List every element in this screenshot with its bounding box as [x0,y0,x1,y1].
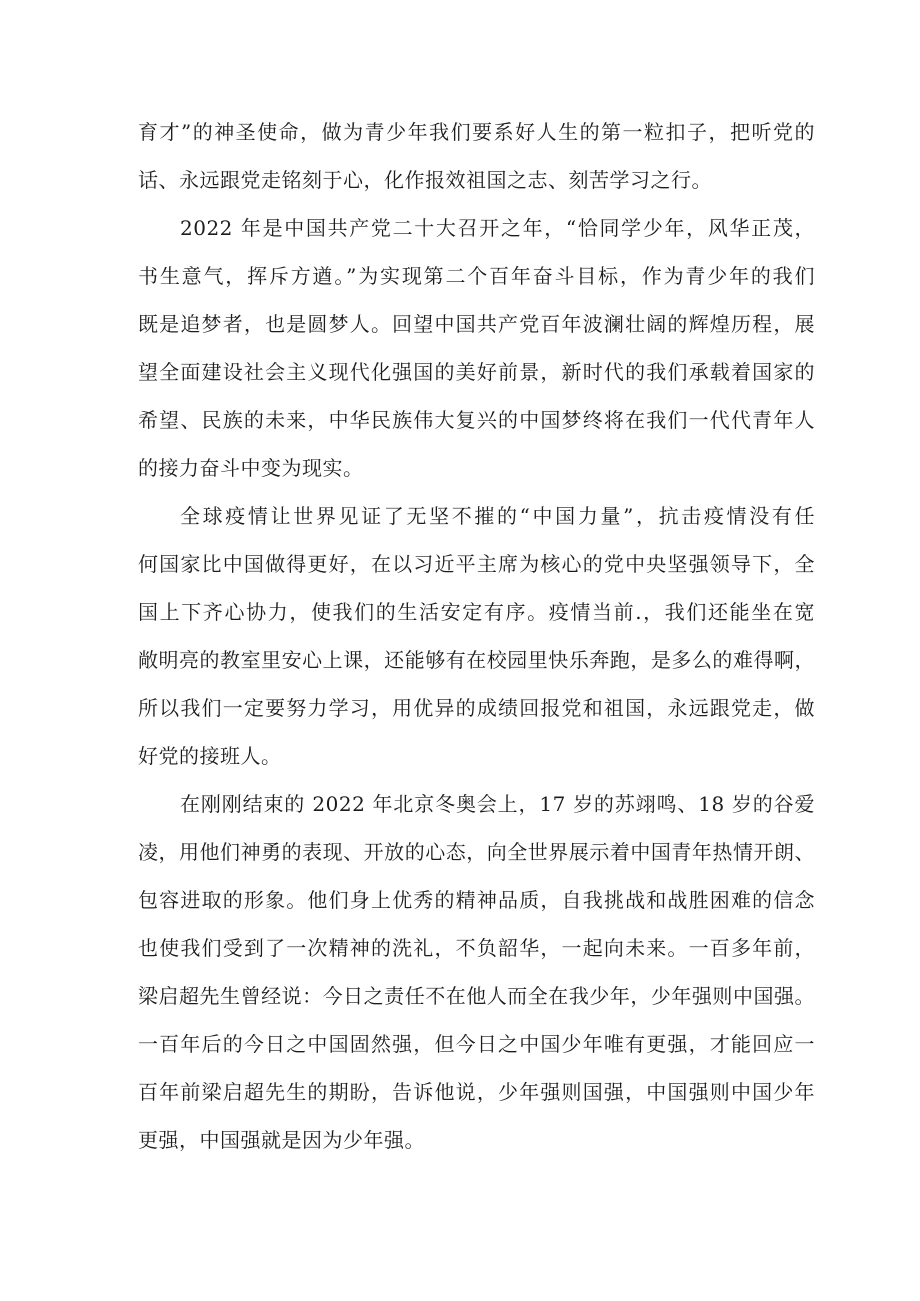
text-line: 既是追梦者，也是圆梦人。回望中国共产党百年波澜壮阔的辉煌历程，展 [138,312,815,336]
text-line: 2022 年是中国共产党二十大召开之年，“恰同学少年，风华正茂， [180,216,815,240]
text-line: 何国家比中国做得更好，在以习近平主席为核心的党中央坚强领导下，全 [138,552,815,576]
text-line: 全球疫情让世界见证了无坚不摧的“中国力量”，抗击疫情没有任 [180,504,815,528]
text-line: 也使我们受到了一次精神的洗礼，不负韶华，一起向未来。一百多年前， [138,936,815,960]
text-line: 包容进取的形象。他们身上优秀的精神品质，自我挑战和战胜困难的信念 [138,888,815,912]
text-line: 凌，用他们神勇的表现、开放的心态，向全世界展示着中国青年热情开朗、 [138,840,815,864]
text-line: 话、永远跟党走铭刻于心，化作报效祖国之志、刻苦学习之行。 [138,168,712,192]
text-line: 国上下齐心协力，使我们的生活安定有序。疫情当前.，我们还能坐在宽 [138,600,815,624]
text-line: 百年前梁启超先生的期盼，告诉他说，少年强则国强，中国强则中国少年 [138,1080,815,1104]
text-line: 希望、民族的未来，中华民族伟大复兴的中国梦终将在我们一代代青年人 [138,408,815,432]
text-line: 育才”的神圣使命，做为青少年我们要系好人生的第一粒扣子，把听党的 [138,120,815,144]
text-line: 更强，中国强就是因为少年强。 [138,1128,425,1152]
text-line: 书生意气，挥斥方遒。”为实现第二个百年奋斗目标，作为青少年的我们 [138,264,815,288]
text-line: 在刚刚结束的 2022 年北京冬奥会上，17 岁的苏翊鸣、18 岁的谷爱 [180,792,815,816]
text-line: 好党的接班人。 [138,744,282,768]
text-line: 望全面建设社会主义现代化强国的美好前景，新时代的我们承载着国家的 [138,360,815,384]
text-line: 一百年后的今日之中国固然强，但今日之中国少年唯有更强，才能回应一 [138,1032,815,1056]
text-line: 敞明亮的教室里安心上课，还能够有在校园里快乐奔跑，是多么的难得啊， [138,648,815,672]
text-line: 所以我们一定要努力学习，用优异的成绩回报党和祖国，永远跟党走，做 [138,696,815,720]
text-line: 的接力奋斗中变为现实。 [138,456,364,480]
text-line: 梁启超先生曾经说：今日之责任不在他人而全在我少年，少年强则中国强。 [138,984,815,1008]
document-text [138,108,815,1164]
